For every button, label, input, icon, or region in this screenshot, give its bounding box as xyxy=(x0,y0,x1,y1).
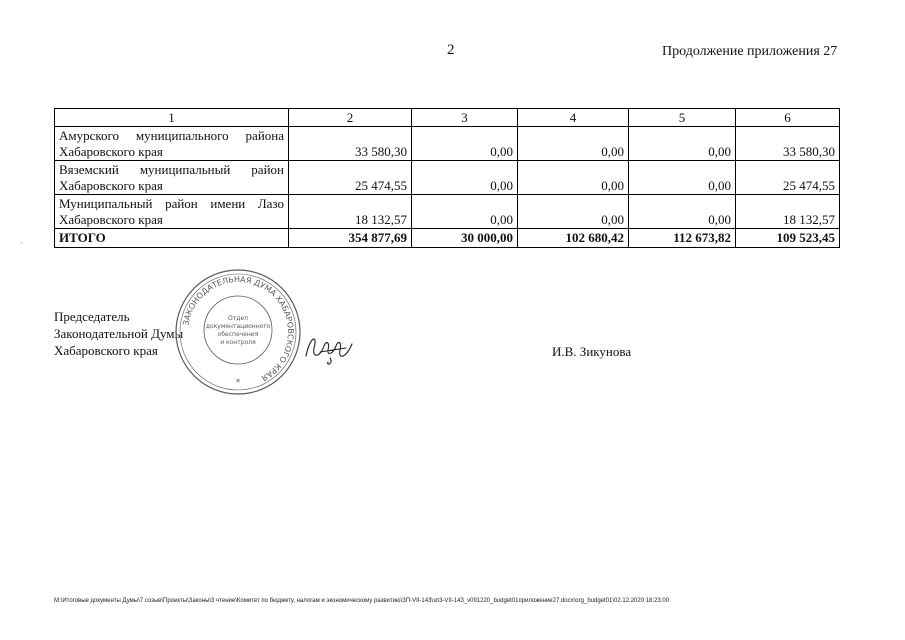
cell-value: 0,00 xyxy=(629,127,736,161)
cell-value: 33 580,30 xyxy=(289,127,412,161)
column-header: 3 xyxy=(412,109,518,127)
column-header: 6 xyxy=(736,109,840,127)
table-row xyxy=(55,195,840,229)
total-value: 109 523,45 xyxy=(736,229,840,248)
district-name xyxy=(55,127,289,161)
total-label: ИТОГО xyxy=(55,229,289,248)
total-value: 112 673,82 xyxy=(629,229,736,248)
stamp-center-line1: Отдел xyxy=(228,315,248,322)
signatory-title-line2: Законодательной Думы xyxy=(54,326,184,341)
cell-value: 0,00 xyxy=(518,195,629,229)
cell-value: 0,00 xyxy=(518,127,629,161)
stamp-center-line2: документационного xyxy=(205,323,271,330)
district-name-line1: Вяземский муниципальный район xyxy=(59,162,284,177)
total-value: 354 877,69 xyxy=(289,229,412,248)
cell-value: 33 580,30 xyxy=(736,127,840,161)
column-header: 1 xyxy=(55,109,289,127)
page-number: 2 xyxy=(447,42,455,58)
cell-value: 0,00 xyxy=(412,161,518,195)
cell-value: 25 474,55 xyxy=(736,161,840,195)
cell-value: 25 474,55 xyxy=(289,161,412,195)
table-row xyxy=(55,127,840,161)
total-value: 102 680,42 xyxy=(518,229,629,248)
stamp-center-line3: обеспечения xyxy=(217,331,259,338)
cell-value: 0,00 xyxy=(629,195,736,229)
district-name-line2: Хабаровского края xyxy=(59,212,163,227)
budget-table xyxy=(54,108,840,248)
stamp-star: * xyxy=(235,378,241,388)
signatory-title-line3: Хабаровского края xyxy=(54,343,158,358)
stamp-center-ring xyxy=(204,296,272,364)
district-name xyxy=(55,161,289,195)
cell-value: 0,00 xyxy=(518,161,629,195)
table-row xyxy=(55,161,840,195)
cell-value: 18 132,57 xyxy=(736,195,840,229)
column-header: 2 xyxy=(289,109,412,127)
stamp-center-line4: и контроля xyxy=(220,339,256,346)
signature-stroke xyxy=(306,339,352,364)
table-header-row xyxy=(55,109,840,127)
district-name-line1: Амурского муниципального района xyxy=(59,128,284,143)
district-name-line2: Хабаровского края xyxy=(59,144,163,159)
cell-value: 18 132,57 xyxy=(289,195,412,229)
margin-mark: - xyxy=(20,238,23,247)
continuation-title: Продолжение приложения 27 xyxy=(662,44,838,59)
cell-value: 0,00 xyxy=(629,161,736,195)
cell-value: 0,00 xyxy=(412,195,518,229)
column-header: 4 xyxy=(518,109,629,127)
district-name xyxy=(55,195,289,229)
total-row xyxy=(55,229,840,248)
total-value: 30 000,00 xyxy=(412,229,518,248)
district-name-line1: Муниципальный район имени Лазо xyxy=(59,196,284,211)
cell-value: 0,00 xyxy=(412,127,518,161)
stamp-ring-text: ЗАКОНОДАТЕЛЬНАЯ ДУМА ХАБАРОВСКОГО КРАЯ xyxy=(181,274,296,383)
official-stamp xyxy=(174,268,302,396)
signatory-name: И.В. Зикунова xyxy=(552,344,632,359)
file-path-footer: M:\Итоговые документы Думы\7 созыв\Проекты\Законы\3 чтение\Комитет по бюджету, налогам и экономическому развитию\ЗП-VII-143\зп3-VII-143_v091220_budget01приложение27.docx\org_budget01\02.12.2020 18:23:00 xyxy=(54,598,670,604)
district-name-line2: Хабаровского края xyxy=(59,178,163,193)
column-header: 5 xyxy=(629,109,736,127)
handwritten-signature xyxy=(300,328,360,368)
signatory-title-line1: Председатель xyxy=(54,309,130,324)
